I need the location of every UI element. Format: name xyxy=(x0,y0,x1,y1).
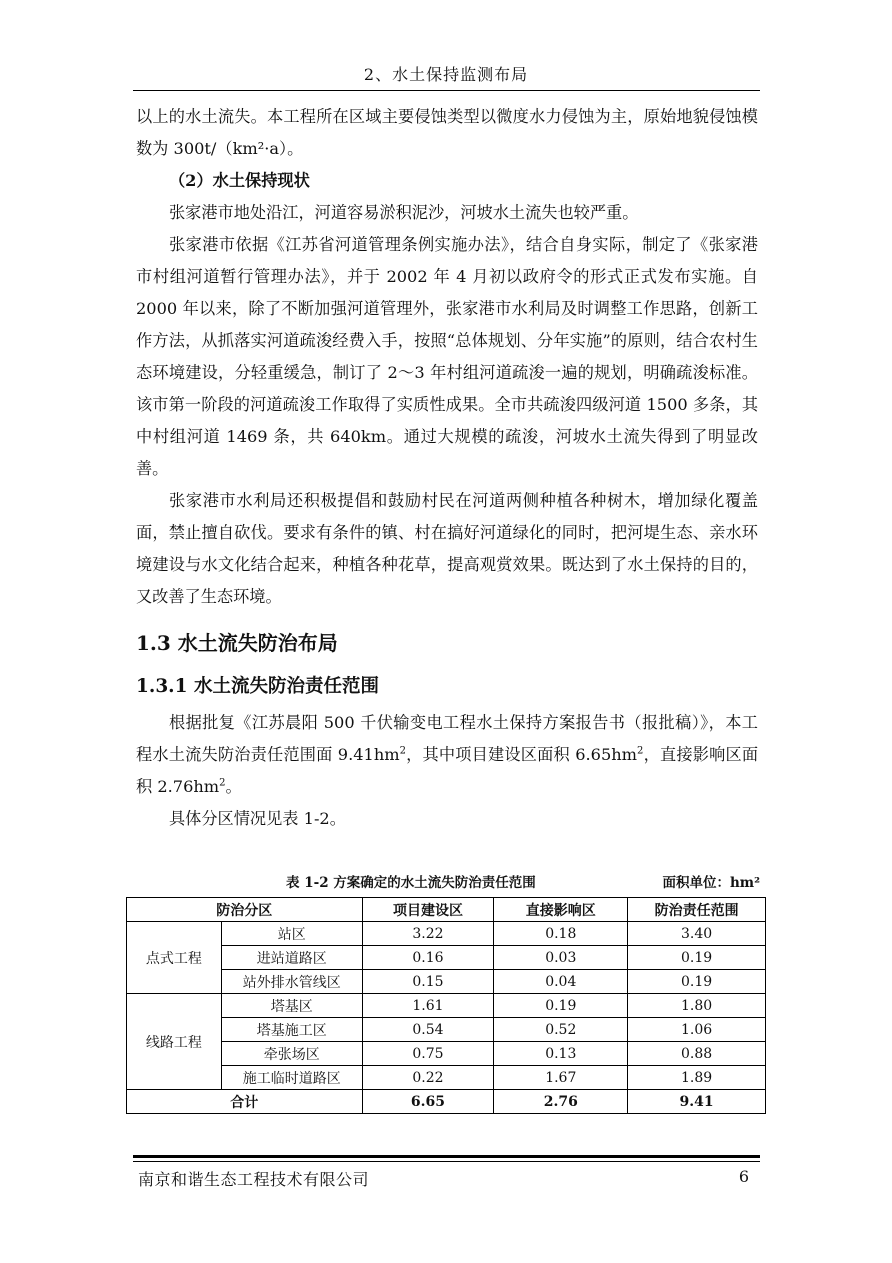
group-label: 点式工程 xyxy=(127,922,222,994)
cell-value: 0.13 xyxy=(494,1042,628,1066)
zone-label: 塔基施工区 xyxy=(221,1018,362,1042)
cell-value: 0.19 xyxy=(494,994,628,1018)
cell-value: 1.89 xyxy=(628,1066,766,1090)
subsection-heading: 1.3.1 水土流失防治责任范围 xyxy=(136,676,379,697)
header-responsibility-area: 防治责任范围 xyxy=(628,898,766,922)
zone-label: 牵张场区 xyxy=(221,1042,362,1066)
body-text xyxy=(136,101,758,835)
cell-value: 1.67 xyxy=(494,1066,628,1090)
cell-value: 0.19 xyxy=(628,970,766,994)
running-header: 2、水土保持监测布局 xyxy=(363,65,529,84)
cell-value: 0.04 xyxy=(494,970,628,994)
table-row xyxy=(127,922,766,946)
footer-rule-thin xyxy=(133,1161,760,1162)
cell-value: 0.18 xyxy=(494,922,628,946)
footer-company: 南京和谐生态工程技术有限公司 xyxy=(138,1170,370,1189)
paragraph-location: 张家港市地处沿江，河道容易淤积泥沙，河坡水土流失也较严重。 xyxy=(169,203,639,222)
paragraph-greening: 张家港市水利局还积极提倡和鼓励村民在河道两侧种植各种树木，增加绿化覆盖面，禁止擅自砍伐。要求有条件的镇、村在搞好河道绿化的同时，把河堤生态、亲水环境建设与水文化结合起来，种植各种花草，提高观赏效果。既达到了水土保持的目的，又改善了生态环境。 xyxy=(136,491,758,606)
cell-value: 0.22 xyxy=(362,1066,494,1090)
table-row xyxy=(127,970,766,994)
paragraph-erosion: 以上的水土流失。本工程所在区域主要侵蚀类型以微度水力侵蚀为主，原始地貌侵蚀模数为 300t/（km²·a）。 xyxy=(136,107,758,158)
table-row xyxy=(127,946,766,970)
footer-rule-thick xyxy=(133,1155,760,1158)
paragraph-table-reference: 具体分区情况见表 1-2。 xyxy=(169,809,346,828)
total-label: 合计 xyxy=(127,1090,363,1114)
cell-value: 0.19 xyxy=(628,946,766,970)
zone-label: 站区 xyxy=(221,922,362,946)
table-row xyxy=(127,1066,766,1090)
header-zone: 防治分区 xyxy=(127,898,363,922)
cell-value: 3.22 xyxy=(362,922,494,946)
table-row xyxy=(127,994,766,1018)
header-rule xyxy=(133,90,760,91)
group-label: 线路工程 xyxy=(127,994,222,1090)
total-value: 6.65 xyxy=(362,1090,494,1114)
cell-value: 3.40 xyxy=(628,922,766,946)
cell-value: 0.88 xyxy=(628,1042,766,1066)
table-row xyxy=(127,1018,766,1042)
cell-value: 0.16 xyxy=(362,946,494,970)
section-heading: 1.3 水土流失防治布局 xyxy=(136,631,338,655)
cell-value: 1.06 xyxy=(628,1018,766,1042)
cell-value: 0.75 xyxy=(362,1042,494,1066)
subheading-status: （2）水土保持现状 xyxy=(169,171,310,190)
responsibility-table xyxy=(126,897,766,1114)
paragraph-responsibility: 根据批复《江苏晨阳 500 千伏输变电工程水土保持方案报告书（报批稿）》，本工程水土流失防治责任范围面 $9.41hm^2$，其中项目建设区面积 $6.65hm^2$，直接影响区面积 $2.76hm^2$。 xyxy=(136,713,759,796)
table-row xyxy=(127,1042,766,1066)
table-caption-row xyxy=(126,871,766,893)
zone-label: 站外排水管线区 xyxy=(221,970,362,994)
cell-value: 0.03 xyxy=(494,946,628,970)
total-value: 9.41 xyxy=(628,1090,766,1114)
cell-value: 0.54 xyxy=(362,1018,494,1042)
zone-label: 施工临时道路区 xyxy=(221,1066,362,1090)
cell-value: 1.61 xyxy=(362,994,494,1018)
header-construction-area: 项目建设区 xyxy=(362,898,494,922)
cell-value: 1.80 xyxy=(628,994,766,1018)
table-caption: 表 1-2 方案确定的水土流失防治责任范围 xyxy=(286,875,536,891)
paragraph-management: 张家港市依据《江苏省河道管理条例实施办法》，结合自身实际，制定了《张家港市村组河道暂行管理办法》，并于 2002 年 4 月初以政府令的形式正式发布实施。自 2000 年以来，除了不断加强河道管理外，张家港市水利局及时调整工作思路，创新工作方法，从抓落实河道疏浚经费入手，按照“总体规划、分年实施”的原则，结合农村生态环境建设，分轻重缓急，制订了 2～3 年村组河道疏浚一遍的规划，明确疏浚标准。该市第一阶段的河道疏浚工作取得了实质性成果。全市共疏浚四级河道 1500 多条，其中村组河道 1469 条，共 640km。通过大规模的疏浚，河坡水土流失得到了明显改善。 xyxy=(136,235,758,478)
cell-value: 0.15 xyxy=(362,970,494,994)
zone-label: 进站道路区 xyxy=(221,946,362,970)
zone-label: 塔基区 xyxy=(221,994,362,1018)
table-total-row xyxy=(127,1090,766,1114)
table-unit: 面积单位：hm² xyxy=(662,875,760,891)
page-number: 6 xyxy=(738,1167,749,1186)
cell-value: 0.52 xyxy=(494,1018,628,1042)
total-value: 2.76 xyxy=(494,1090,628,1114)
header-direct-impact-area: 直接影响区 xyxy=(494,898,628,922)
